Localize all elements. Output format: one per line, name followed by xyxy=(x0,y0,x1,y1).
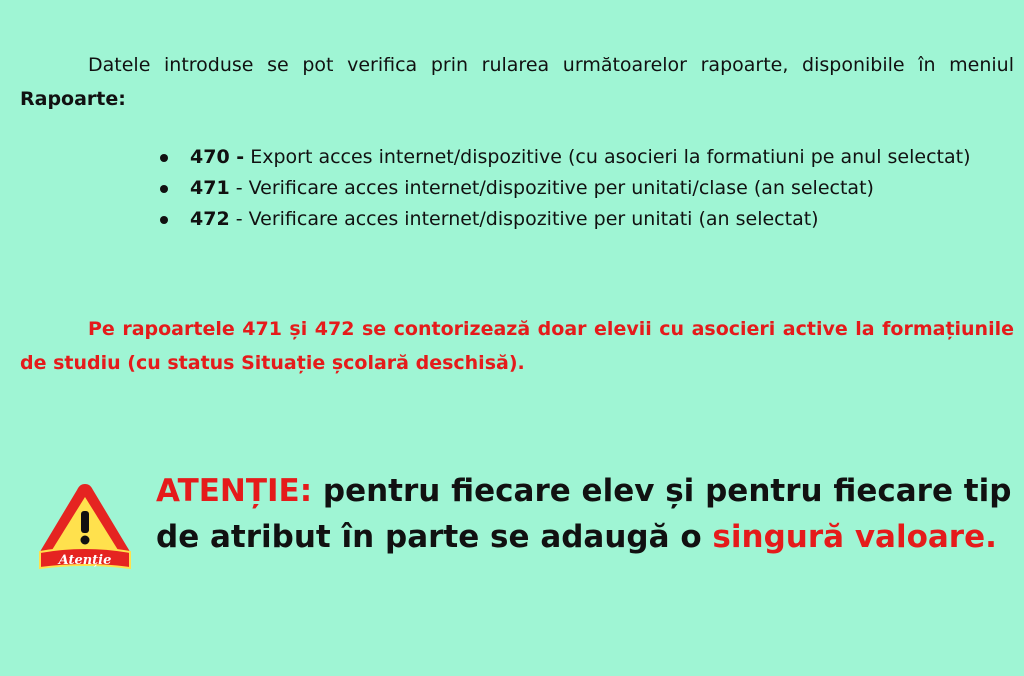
bullet-icon xyxy=(160,185,168,193)
bullet-icon xyxy=(160,154,168,162)
list-item xyxy=(160,142,980,173)
report-code: 471 xyxy=(190,177,230,199)
attention-message xyxy=(156,468,1016,560)
report-list xyxy=(160,142,980,235)
menu-name: Rapoarte: xyxy=(20,88,126,110)
attention-text: pentru fiecare elev și pentru fiecare tip de atribut în parte se adaugă o xyxy=(156,473,1012,555)
report-description: - Verificare acces internet/dispozitive per unitati/clase (an selectat) xyxy=(229,177,874,199)
list-item xyxy=(160,173,980,204)
warning-caption: Atenție xyxy=(58,553,112,568)
report-code: 472 xyxy=(190,208,230,230)
report-description: - Verificare acces internet/dispozitive per unitati (an selectat) xyxy=(229,208,819,230)
warning-triangle-icon xyxy=(38,482,132,572)
attention-highlight: singură valoare. xyxy=(712,519,997,555)
intro-paragraph xyxy=(20,48,1014,116)
report-description: Export acces internet/dispozitive (cu asocieri la formatiuni pe anul selectat) xyxy=(244,146,971,168)
list-item xyxy=(160,204,980,235)
note-paragraph xyxy=(20,312,1014,380)
bullet-icon xyxy=(160,216,168,224)
intro-text: Datele introduse se pot verifica prin rularea următoarelor rapoarte, disponibile în meniul xyxy=(88,54,1014,76)
report-code: 470 - xyxy=(190,146,245,168)
attention-label: ATENȚIE: xyxy=(156,473,313,509)
note-text: Pe rapoartele 471 și 472 se contorizează doar elevii cu asocieri active la formațiunile de studiu (cu status Situație școlară deschisă). xyxy=(20,318,1014,374)
